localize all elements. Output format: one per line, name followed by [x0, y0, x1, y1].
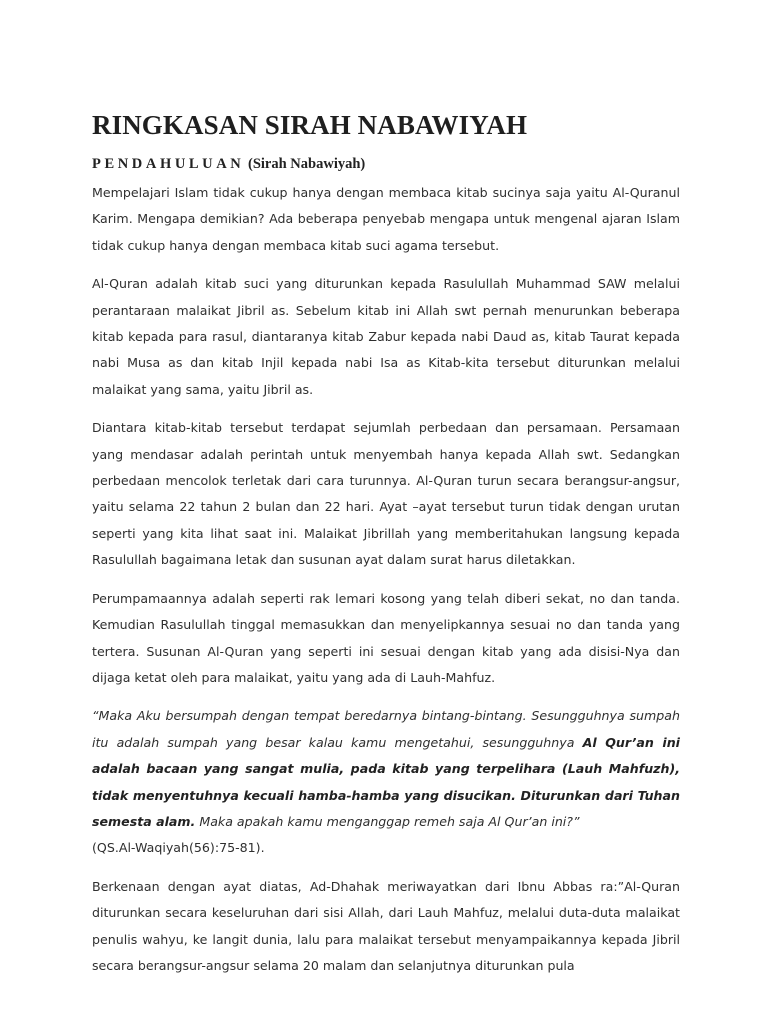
paragraph-5: Berkenaan dengan ayat diatas, Ad-Dhahak meriwayatkan dari Ibnu Abbas ra:”Al-Quran diturunkan secara keseluruhan dari sisi Allah, dari Lauh Mahfuz, melalui duta-duta malaikat penulis wahyu, ke langit dunia, lalu para malaikat tersebut menyampaikannya kepada Jibril secara berangsur-angsur selama 20 malam dan selanjutnya diturunkan pula: [92, 878, 680, 973]
document-page: [92, 108, 680, 991]
quran-quote: [92, 703, 680, 861]
paragraph-3: Diantara kitab-kitab tersebut terdapat sejumlah perbedaan dan persamaan. Persamaan yang mendasar adalah perintah untuk menyembah hanya kepada Allah swt. Sedangkan perbedaan mencolok terletak dari cara turunnya. Al-Quran turun secara berangsur-angsur, yaitu selama 22 tahun 2 bulan dan 22 hari. Ayat –ayat tersebut turun tidak dengan urutan seperti yang kita lihat saat ini. Malaikat Jibrillah yang memberitahukan langsung kepada Rasulullah bagaimana letak dan susunan ayat dalam surat harus diletakkan.: [92, 420, 680, 568]
quote-reference: (QS.Al-Waqiyah(56):75-81).: [92, 840, 265, 856]
paragraph-1: Mempelajari Islam tidak cukup hanya dengan membaca kitab sucinya saja yaitu Al-Quranul Karim. Mengapa demikian? Ada beberapa penyebab mengapa untuk mengenal ajaran Islam tidak cukup hanya dengan membaca kitab suci agama tersebut.: [92, 185, 680, 253]
section-heading: [92, 154, 680, 174]
paragraph-2: Al-Quran adalah kitab suci yang diturunkan kepada Rasulullah Muhammad SAW melalui perantaraan malaikat Jibril as. Sebelum kitab ini Allah swt pernah menurunkan beberapa kitab kepada para rasul, diantaranya kitab Zabur kepada nabi Daud as, kitab Taurat kepada nabi Musa as dan kitab Injil kepada nabi Isa as Kitab-kita tersebut diturunkan melalui malaikat yang sama, yaitu Jibril as.: [92, 276, 680, 397]
quote-text-end: Maka apakah kamu menganggap remeh saja Al Qur’an ini?”: [195, 813, 580, 829]
paragraph-4: Perumpamaannya adalah seperti rak lemari kosong yang telah diberi sekat, no dan tanda. Kemudian Rasulullah tinggal memasukkan dan menyelipkannya sesuai no dan tanda yang tertera. Susunan Al-Quran yang seperti ini sesuai dengan kitab yang ada disisi-Nya dan dijaga ketat oleh para malaikat, yaitu yang ada di Lauh-Mahfuz.: [92, 590, 680, 685]
section-heading-main: PENDAHULUAN: [92, 156, 245, 172]
quote-text-start: “Maka Aku bersumpah dengan tempat beredarnya bintang-bintang. Sesungguhnya sumpah itu adalah sumpah yang besar kalau kamu mengetahui, sesungguhnya: [92, 708, 680, 750]
document-title: RINGKASAN SIRAH NABAWIYAH: [92, 110, 528, 140]
quote-text-bold: Al Qur’an ini adalah bacaan yang sangat mulia, pada kitab yang terpelihara (Lauh Mahfuzh), tidak menyentuhnya kecuali hamba-hamba yang disucikan. Diturunkan dari Tuhan semesta alam.: [92, 734, 680, 829]
section-heading-suffix: (Sirah Nabawiyah): [248, 156, 366, 172]
